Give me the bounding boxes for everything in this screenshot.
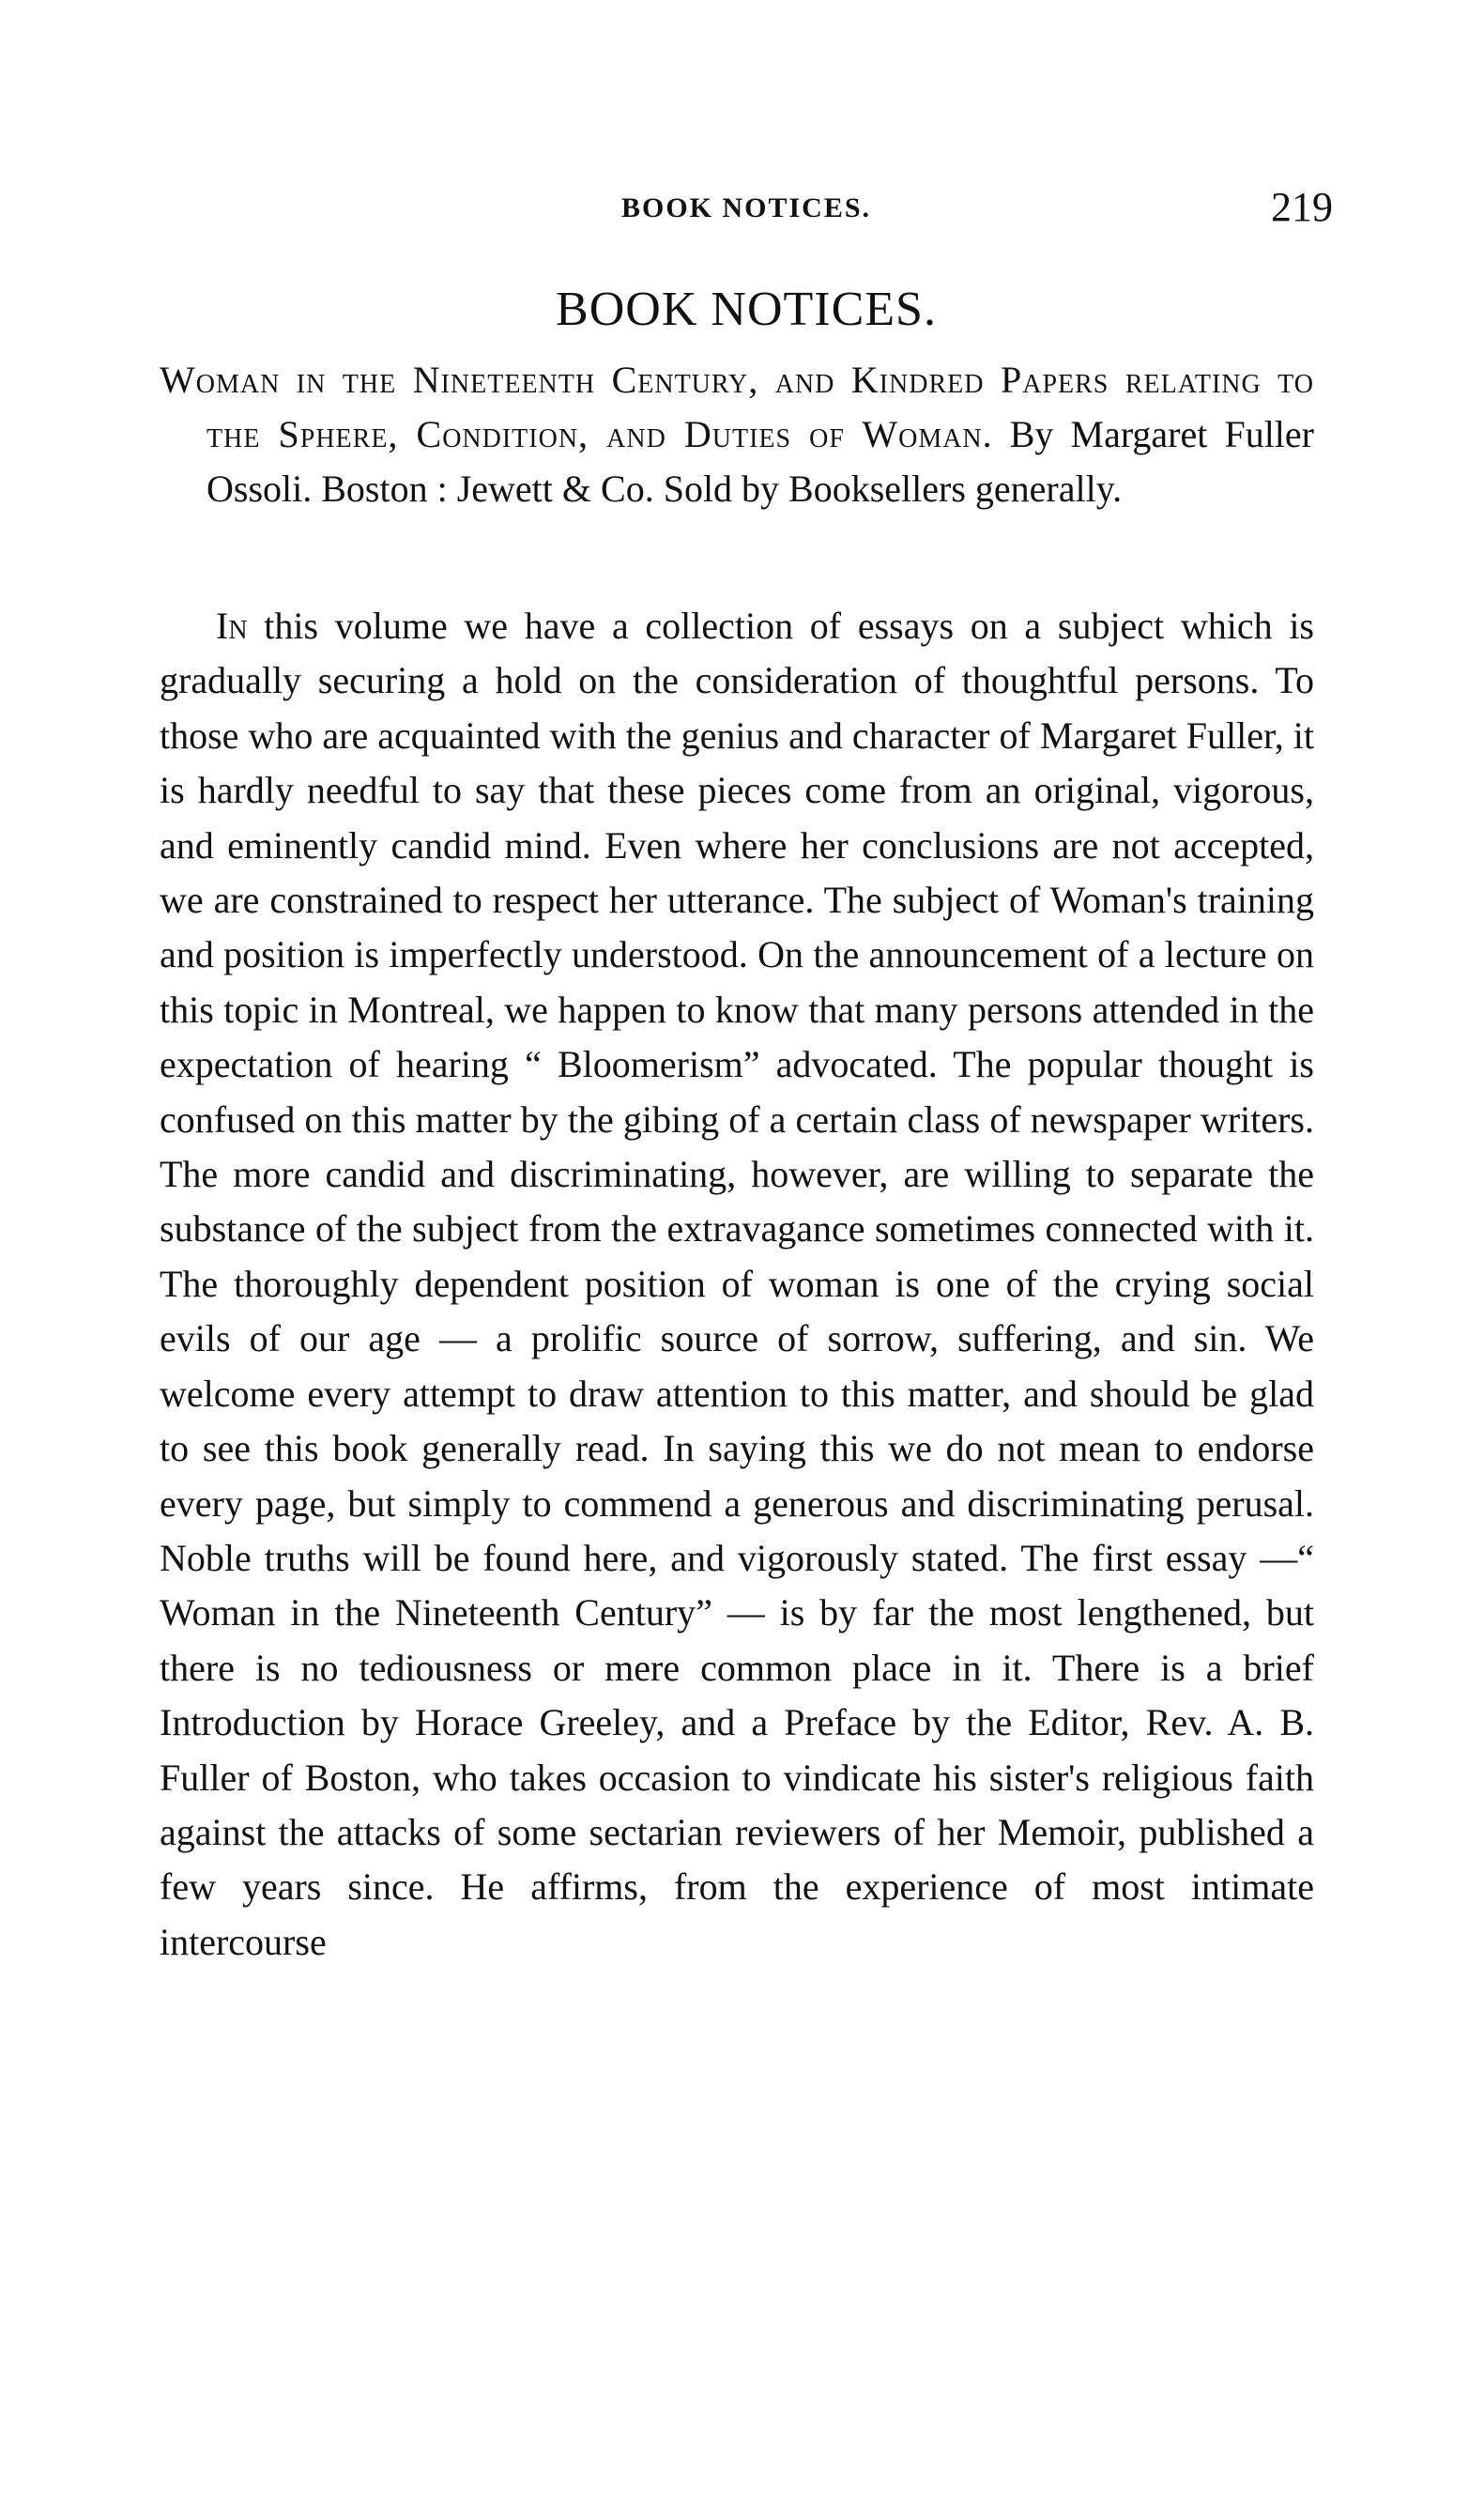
book-publication-details: By Margaret Fuller Ossoli. Boston : Jewett & Co. Sold by Booksellers generally. (207, 413, 1314, 510)
body-paragraph (160, 599, 1314, 1970)
section-heading: BOOK NOTICES. (556, 283, 937, 336)
book-citation (160, 353, 1314, 516)
running-title: BOOK NOTICES. (620, 192, 872, 223)
running-head (160, 184, 1333, 239)
lead-word: In (216, 605, 248, 647)
paragraph-text: this volume we have a collection of essays on a subject which is gradually securing a hold on the consideration of thoughtful persons. To those who are acquainted with the genius and character of Margaret Fuller, it is hardly needful to say that these pieces come from an original, vigorous, and eminently candid mind. Even where her conclusions are not accepted, we are constrained to respect her utterance. The subject of Woman's training and position is imperfectly understood. On the announcement of a lecture on this topic in Montreal, we happen to know that many persons attended in the expectation of hearing “ Bloomerism” advocated. The popular thought is confused on this matter by the gibing of a certain class of newspaper writers. The more candid and discriminating, however, are willing to separate the substance of the subject from the extravagance sometimes connected with it. The thoroughly dependent position of woman is one of the crying social evils of our age — a prolific source of sorrow, suffering, and sin. We welcome every attempt to draw attention to this matter, and should be glad to see this book generally read. In saying this we do not mean to endorse every page, but simply to commend a generous and discriminating perusal. Noble truths will be found here, and vigorously stated. The first essay —“ Woman in the Nineteenth Century” — is by far the most lengthened, but there is no tediousness or mere common place in it. There is a brief Introduction by Horace Greeley, and a Preface by the Editor, Rev. A. B. Fuller of Boston, who takes occasion to vindicate his sister's religious faith against the attacks of some sectarian reviewers of her Memoir, published a few years since. He affirms, from the experience of most intimate intercourse (160, 605, 1314, 1963)
notice-body (160, 599, 1314, 1970)
page-number: 219 (1271, 184, 1333, 230)
book-title: Woman in the Nineteenth Century, and Kindred Papers relating to the Sphere, Condition, and Duties of Woman. (160, 359, 1314, 455)
